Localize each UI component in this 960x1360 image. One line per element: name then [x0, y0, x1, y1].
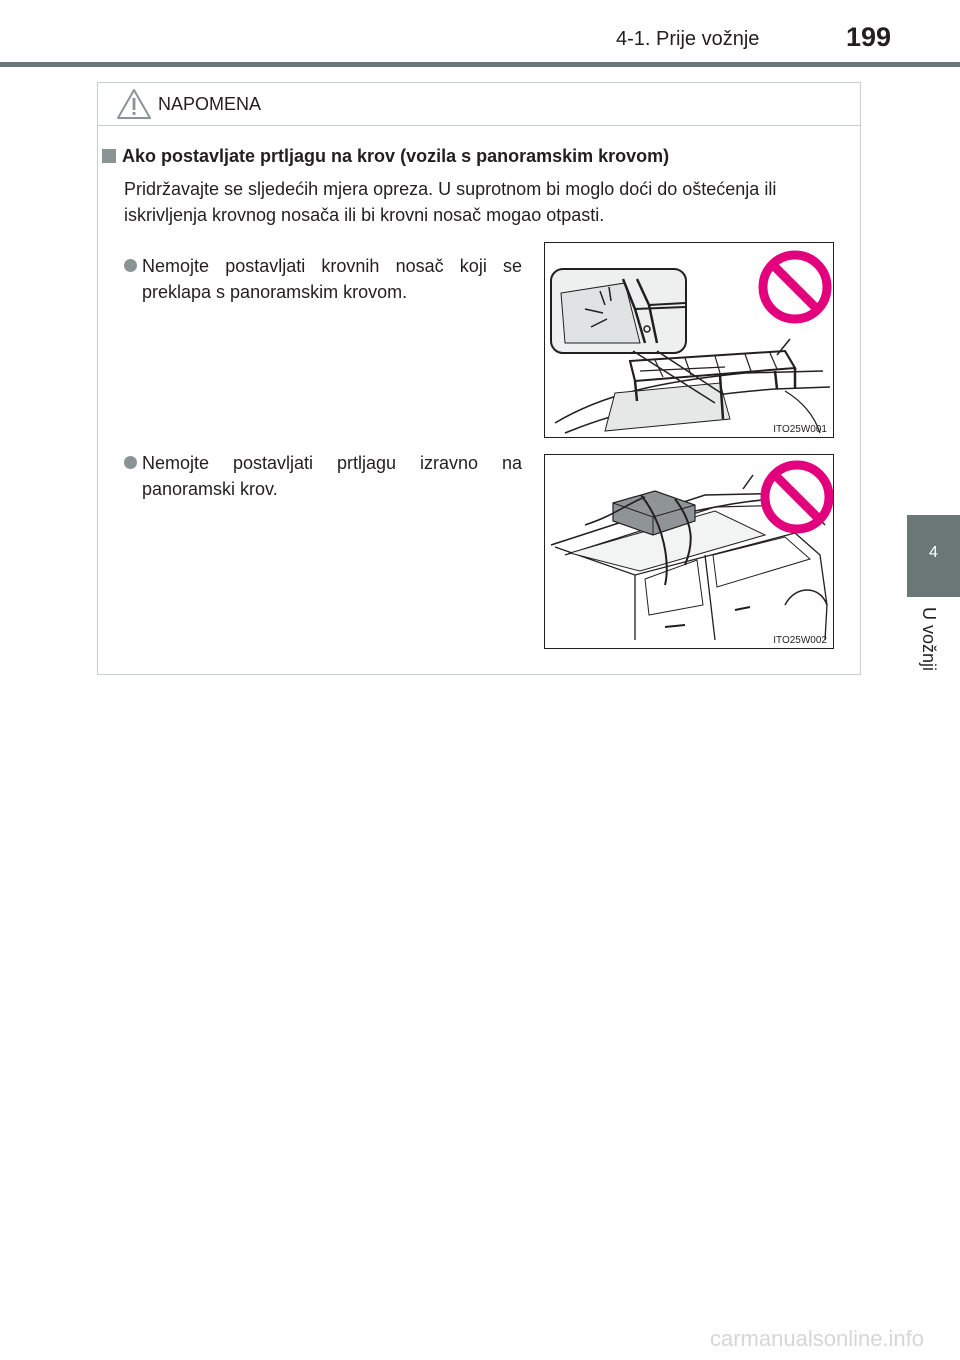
- illustration-luggage-on-roof: [544, 454, 834, 649]
- illustration-roof-rack-overlap: [544, 242, 834, 438]
- bullet-item-2: [124, 450, 522, 502]
- chapter-tab: [907, 515, 960, 597]
- page-number: 199: [846, 22, 892, 52]
- round-bullet-icon: [124, 259, 137, 272]
- prohibition-sign-icon: [763, 255, 827, 319]
- section-heading-text: Ako postavljate prtljagu na krov (vozila s panoramskim krovom): [122, 146, 670, 166]
- section-body: Pridržavajte se sljedećih mjera opreza. U suprotnom bi moglo doći do oštećenja ili iskrivljenja krovnog nosača ili bi krovni nosač mogao otpasti.: [124, 179, 777, 225]
- section-heading: [102, 146, 669, 167]
- square-bullet-icon: [102, 149, 116, 163]
- image-code: ITO25W002: [773, 635, 827, 646]
- note-label: NAPOMENA: [158, 94, 262, 114]
- chapter-number: 4: [929, 544, 938, 561]
- prohibition-sign-icon: [765, 465, 829, 529]
- bullet-item-text: Nemojte postavljati krovnih nosač koji se preklapa s panoramskim krovom.: [142, 256, 522, 302]
- note-box: [97, 82, 861, 675]
- image-code: ITO25W001: [773, 424, 827, 435]
- bullet-item-text: Nemojte postavljati prtljagu izravno na panoramski krov.: [142, 453, 522, 499]
- bullet-item-1: [124, 253, 522, 305]
- note-header: [98, 83, 860, 126]
- round-bullet-icon: [124, 456, 137, 469]
- warning-triangle-icon: [116, 88, 152, 125]
- watermark: carmanualsonline.info: [710, 1326, 925, 1351]
- header-section-title: 4-1. Prije vožnje: [616, 28, 760, 50]
- header-rule: [0, 62, 960, 67]
- chapter-label: U vožnji: [919, 607, 939, 672]
